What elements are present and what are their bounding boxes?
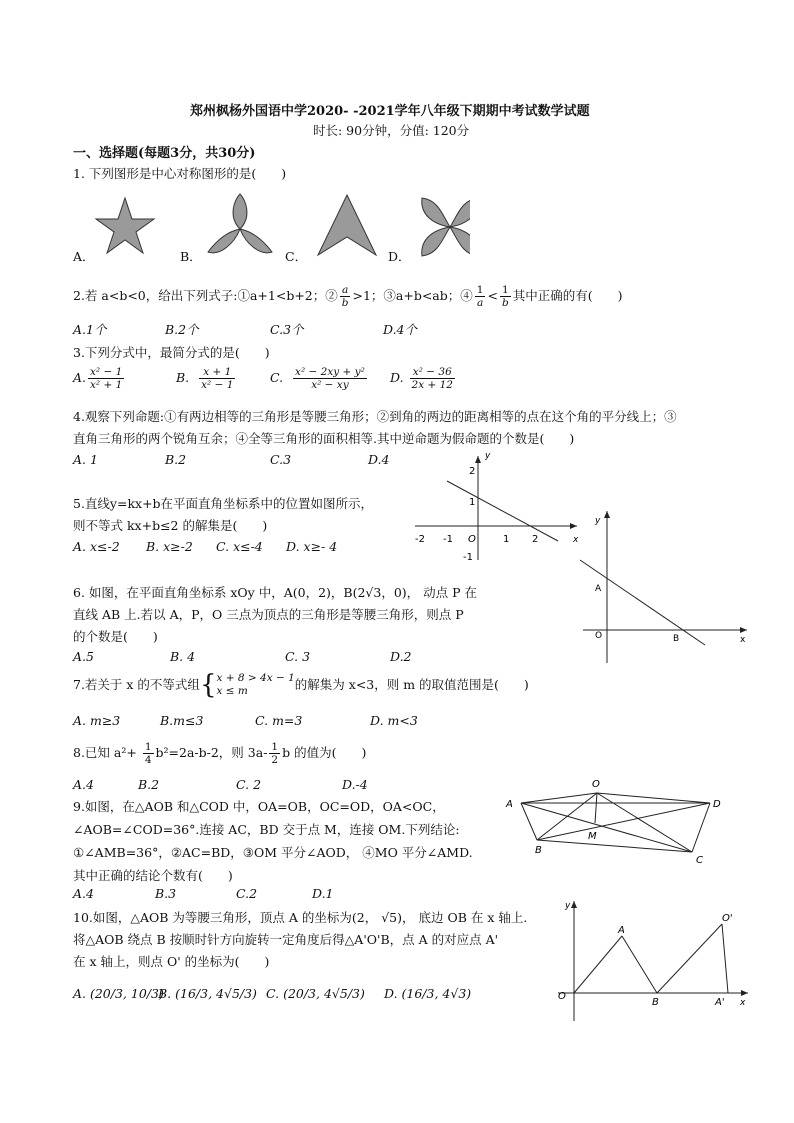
- q5-option-a: A. x≤-2: [73, 539, 120, 554]
- q10-option-d: D. (16/3, 4√3): [384, 986, 472, 1001]
- q9-graph: [500, 775, 735, 867]
- q9-point-b: B: [535, 845, 542, 856]
- question-9-line-1: 9.如图，在△AOB 和△COD 中，OA=OB，OC=OD，OA<OC，: [73, 799, 445, 814]
- q6-option-c: C. 3: [285, 649, 311, 664]
- q1-option-b: B．: [180, 249, 202, 264]
- q10-origin: O: [558, 991, 566, 1002]
- q5-y-tick-1: 1: [469, 497, 476, 508]
- q5-option-c: C. x≤-4: [216, 539, 263, 554]
- question-3-stem: 3.下列分式中，最简分式的是( ): [73, 345, 270, 360]
- q5-x-axis-label: x: [573, 535, 579, 545]
- q3-option-d: D. $\frac{\text{x² − 36}}{2x + 12}$: [390, 366, 453, 391]
- question-8-stem: 8.已知 a²+ $\frac{1}{4}$ b²=2a-b-2，则 3a- $\frac{1}{2}$ b 的值为( ): [73, 741, 367, 766]
- q2-option-d: D.4个: [383, 322, 418, 337]
- question-9-line-2: ∠AOB=∠COD=36°.连接 AC，BD 交于点 M，连接 OM.下列结论:: [73, 822, 460, 837]
- q10-point-a: A: [618, 925, 625, 936]
- q2-option-a: A.1个: [73, 322, 107, 337]
- q6-origin: O: [595, 631, 603, 641]
- q1-option-a: A．: [73, 249, 95, 264]
- q4-option-a: A. 1: [73, 452, 98, 467]
- question-10-line-2: 将△AOB 绕点 B 按顺时针方向旋转一定角度后得△A'O'B，点 A 的对应点 A': [73, 932, 499, 947]
- q6-option-a: A.5: [73, 649, 94, 664]
- exam-info: 时长: 90分钟，分值: 120分: [313, 123, 470, 138]
- q6-graph: [575, 505, 755, 667]
- q4-option-c: C.3: [270, 452, 292, 467]
- q9-option-c: C.2: [236, 886, 258, 901]
- q9-point-m: M: [588, 831, 597, 842]
- q7-option-b: B.m≤3: [160, 713, 204, 728]
- question-6-line-1: 6. 如图，在平面直角坐标系 xOy 中，A(0，2)，B(2√3，0)， 动点 P 在: [73, 585, 477, 600]
- question-10-line-3: 在 x 轴上，则点 O' 的坐标为( ): [73, 954, 270, 969]
- q6-point-a: A: [595, 584, 602, 594]
- q3-option-b: B. $\frac{x + 1}{\text{x² − 1}}$: [176, 366, 234, 391]
- star-shape: [96, 198, 154, 253]
- q9-option-a: A.4: [73, 886, 94, 901]
- q4-option-b: B.2: [165, 452, 187, 467]
- q9-option-b: B.3: [155, 886, 177, 901]
- q7-option-c: C. m=3: [255, 713, 303, 728]
- q6-option-d: D.2: [390, 649, 412, 664]
- q8-option-b: B.2: [138, 777, 160, 792]
- q7-option-d: D. m<3: [370, 713, 418, 728]
- four-leaf-shape: [422, 198, 470, 256]
- q10-point-a-prime: A': [715, 997, 725, 1008]
- question-6-line-3: 的个数是( ): [73, 629, 158, 644]
- question-4-line-1: 4.观察下列命题:①有两边相等的三角形是等腰三角形；②到角的两边的距离相等的点在这个角的平分线上；③: [73, 409, 677, 424]
- q5-origin: O: [468, 534, 476, 545]
- q5-option-b: B. x≥-2: [146, 539, 193, 554]
- q8-option-c: C. 2: [236, 777, 262, 792]
- q8-option-a: A.4: [73, 777, 94, 792]
- q7-option-a: A. m≥3: [73, 713, 121, 728]
- q5-x-tick-neg2: -2: [415, 534, 425, 545]
- q5-graph: [405, 450, 585, 565]
- q5-x-tick-neg1: -1: [443, 534, 453, 545]
- q10-option-a: A. (20/3, 10/3): [73, 986, 164, 1001]
- q10-option-b: B. (16/3, 4√5/3): [158, 986, 257, 1001]
- q3-option-c: C. $\frac{\text{x² − 2xy + y²}}{\text{x² − xy}}$: [270, 366, 365, 391]
- q5-y-tick-2: 2: [469, 466, 476, 477]
- q10-graph: [552, 895, 752, 1025]
- three-leaf-shape: [208, 194, 272, 253]
- q3-option-a: A. $\frac{\text{x² − 1}}{\text{x² + 1}}$: [73, 366, 123, 391]
- question-2-stem: 2.若 a<b<0，给出下列式子:①a+1<b+2；② $\frac{a}{b}$ >1；③a+b<ab；④ $\frac{1}{a}$ < $\frac{1}{b}$ 其中正确的有( ): [73, 284, 623, 309]
- q10-point-b: B: [652, 997, 659, 1008]
- q6-x-axis-label: x: [740, 635, 746, 645]
- q9-point-o: O: [592, 779, 600, 790]
- q6-y-axis-label: y: [595, 516, 601, 526]
- q10-point-o-prime: O': [722, 913, 733, 924]
- q5-y-tick-neg1: -1: [463, 552, 473, 563]
- q10-y-axis-label: y: [565, 901, 571, 911]
- q8-option-d: D.-4: [342, 777, 368, 792]
- question-9-line-4: 其中正确的结论个数有( ): [73, 868, 233, 883]
- question-5-line-2: 则不等式 kx+b≤2 的解集是( ): [73, 518, 268, 533]
- q9-point-a: A: [506, 799, 513, 810]
- q1-option-d: D．: [388, 249, 411, 264]
- q1-option-c: C．: [285, 249, 308, 264]
- q6-point-b: B: [673, 634, 680, 644]
- q10-option-c: C. (20/3, 4√5/3): [266, 986, 365, 1001]
- arrowhead-shape: [318, 195, 376, 255]
- q9-point-d: D: [713, 799, 721, 810]
- q5-y-axis-label: y: [485, 451, 491, 461]
- question-4-line-2: 直角三角形的两个锐角互余；④全等三角形的面积相等.其中逆命题为假命题的个数是( ): [73, 431, 575, 446]
- q4-option-d: D.4: [368, 452, 390, 467]
- q5-x-tick-2: 2: [532, 534, 539, 545]
- question-10-line-1: 10.如图，△AOB 为等腰三角形，顶点 A 的坐标为(2， √5)， 底边 OB 在 x 轴上.: [73, 910, 528, 925]
- question-1-stem: 1. 下列图形是中心对称图形的是( ): [73, 166, 287, 181]
- q2-option-c: C.3个: [270, 322, 304, 337]
- q5-x-tick-1: 1: [503, 534, 510, 545]
- page-title: 郑州枫杨外国语中学2020- -2021学年八年级下期期中考试数学试题: [190, 104, 590, 119]
- q5-option-d: D. x≥- 4: [286, 539, 338, 554]
- question-5-line-1: 5.直线y=kx+b在平面直角坐标系中的位置如图所示，: [73, 496, 374, 511]
- question-6-line-2: 直线 AB 上.若以 A，P，O 三点为顶点的三角形是等腰三角形，则点 P: [73, 607, 464, 622]
- question-9-line-3: ①∠AMB=36°，②AC=BD，③OM 平分∠AOD， ④MO 平分∠AMD.: [73, 845, 473, 860]
- q9-option-d: D.1: [312, 886, 334, 901]
- q6-option-b: B. 4: [170, 649, 196, 664]
- q2-option-b: B.2个: [165, 322, 199, 337]
- question-7-stem: 7.若关于 x 的不等式组{ x + 8 > 4x − 1 x ≤ m 的解集为 x<3，则 m 的取值范围是( ): [73, 670, 529, 700]
- section-heading: 一、选择题(每题3分，共30分): [73, 146, 256, 161]
- q9-point-c: C: [696, 855, 703, 866]
- q10-x-axis-label: x: [740, 998, 746, 1008]
